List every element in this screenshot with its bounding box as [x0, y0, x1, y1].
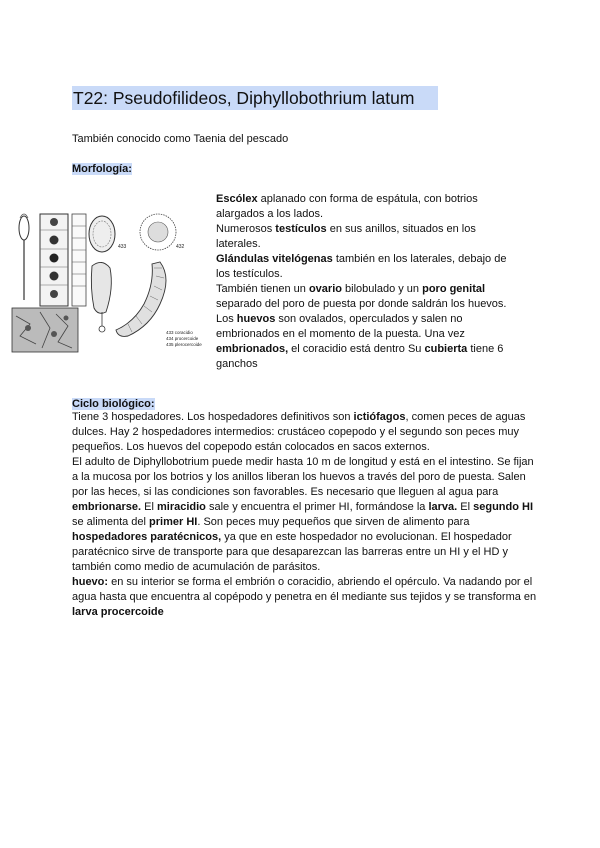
adult-paragraph [72, 455, 538, 575]
glands-paragraph [216, 252, 516, 282]
figure-label-432: 432 [176, 244, 185, 250]
term-primer-hi: primer HI [149, 516, 198, 528]
proglottid-column [40, 214, 68, 306]
term-escolex: Escólex [216, 193, 258, 205]
text-glandulas: también en los laterales, debajo de los testículos. [216, 253, 507, 280]
scolex-paragraph [216, 192, 516, 222]
term-embrionados: embrionados, [216, 343, 289, 355]
term-embrionarse: embrionarse. [72, 501, 142, 513]
term-larva-procercoide: larva procercoide [72, 606, 164, 618]
text-sale: sale y encuentra el primer HI, formándose la [205, 501, 429, 513]
text-tambien: También tienen un [216, 283, 309, 295]
text-numerosos: Numerosos [216, 223, 276, 235]
egg-drawing [89, 216, 115, 252]
coracidium-drawing [140, 214, 176, 250]
figure-label-433: 433 [118, 244, 127, 250]
ovary-paragraph [216, 282, 516, 312]
scolex-drawing [19, 214, 29, 300]
text-los: Los [216, 313, 237, 325]
text-coracidio: el coracidio está dentro Su [288, 343, 425, 355]
section-heading-morfologia [72, 162, 132, 176]
plerocercoid-drawing [116, 262, 166, 336]
text-escolex: aplanado con forma de espátula, con botrios alargados a los lados. [216, 193, 478, 220]
figure-legend-2: 434 procercoide [166, 336, 199, 341]
tissue-section [12, 308, 78, 352]
term-ovario: ovario [308, 283, 342, 295]
text-poro: separado del poro de puesta por donde saldrán los huevos. [216, 298, 507, 310]
term-huevo: huevo: [72, 576, 109, 588]
term-cubierta: cubierta [424, 343, 468, 355]
text-peces: , comen peces de aguas dulces. Hay 2 hospedadores intermedios: crustáceo copepodo y el segundo son peces muy pequeños. Los huevos del copepodo están colocados en sacos externos. [72, 411, 526, 453]
testicles-paragraph [216, 222, 516, 252]
text-embrion: en su interior se forma el embrión o coracidio, abriendo el opérculo. Va nadando por el agua hasta que encuentra al copépodo y penetra en él mediante sus tejidos y se transforma en [72, 576, 537, 603]
term-larva: larva. [428, 501, 458, 513]
section-heading-ciclo [72, 397, 155, 411]
ciclo-label: Ciclo biológico: [72, 398, 155, 410]
term-miracidio: miracidio [157, 501, 206, 513]
parasite-illustration [10, 208, 206, 356]
term-huevos: huevos [236, 313, 276, 325]
text-el-2: El [457, 501, 474, 513]
page-title: T22: Pseudofilideos, Diphyllobothrium latum [72, 86, 438, 110]
term-paratecnicos: hospedadores paratécnicos, [72, 531, 222, 543]
life-cycle-text [72, 410, 538, 620]
text-el: El [141, 501, 157, 513]
egg-paragraph [72, 575, 538, 620]
text-hospedadores: Tiene 3 hospedadores. Los hospedadores definitivos son [72, 411, 354, 423]
eggs-paragraph [216, 312, 516, 372]
hosts-paragraph [72, 410, 538, 455]
figure-legend-1: 433 coracidio [166, 330, 193, 335]
text-alimenta: se alimenta del [72, 516, 150, 528]
text-huevos: son ovalados, operculados y salen no embrionados en el momento de la puesta. Una vez [216, 313, 465, 340]
term-poro-genital: poro genital [422, 283, 486, 295]
subtitle: También conocido como Taenia del pescado [72, 133, 289, 145]
text-son-peces: . Son peces muy pequeños que sirven de alimento para [197, 516, 470, 528]
text-bilobulado: bilobulado y un [341, 283, 423, 295]
morfologia-label: Morfología: [72, 163, 132, 175]
term-glandulas: Glándulas vitelógenas [216, 253, 333, 265]
text-paratecnico: ya que en este hospedador no evolucionan. El hospedador paratécnico sirve de transporte para que desaparezcan las barreras entre un HI y el HD y también como medio de acumulación de parásitos. [72, 531, 512, 573]
term-testiculos: testículos [275, 223, 327, 235]
segment-stack [72, 214, 86, 306]
text-testiculos: en sus anillos, situados en los laterales. [216, 223, 476, 250]
morphology-description [216, 192, 516, 372]
figure-legend-3: 435 plerocercoide [166, 342, 202, 347]
term-ictiofagos: ictiófagos [353, 411, 406, 423]
term-segundo-hi: segundo HI [473, 501, 533, 513]
procercoid-drawing [91, 262, 111, 332]
text-adulto: El adulto de Diphyllobotrium puede medir hasta 10 m de longitud y está en el intestino. Se fijan a la mucosa por los botrios y los anillos liberan los huevos a través del poro de puesta. Salen por las heces, si las condiciones son favorables. Es necesario que lleguen al agua para [72, 456, 534, 498]
text-ganchos: tiene 6 ganchos [216, 343, 504, 370]
